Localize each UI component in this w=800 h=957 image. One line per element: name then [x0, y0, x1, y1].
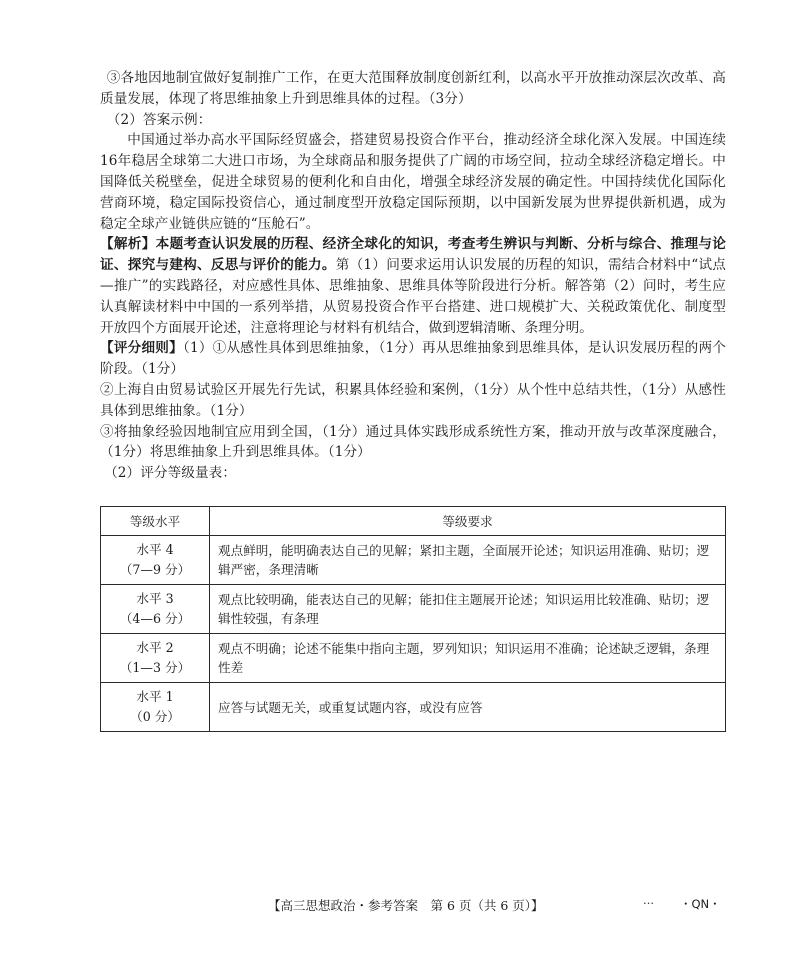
answer-content [100, 68, 726, 484]
footer-code: ・QN・ [680, 897, 721, 911]
level-score: （0 分） [130, 709, 180, 724]
level-cell [101, 683, 210, 732]
footer-mark: … [643, 894, 654, 907]
level-name: 水平 4 [136, 542, 174, 557]
level-cell [101, 634, 210, 683]
scoring-line-3: ③将抽象经验因地制宜应用到全国，（1分）通过具体实践形成系统性方案，推动开放与改革深度融合，（1分）将思维抽象上升到思维具体。（1分） [100, 423, 726, 461]
answer-example-heading: （2）答案示例： [106, 111, 212, 128]
table-header-row [101, 507, 726, 536]
level-cell [101, 585, 210, 634]
requirement-cell: 观点比较明确，能表达自己的见解；能扣住主题展开论述；知识运用比较准确、贴切；逻辑性较强，有条理 [210, 585, 726, 634]
answer-example-text: 中国通过举办高水平国际经贸盛会，搭建贸易投资合作平台，推动经济全球化深入发展。中国连续16年稳居全球第二大进口市场，为全球商品和服务提供了广阔的市场空间，拉动全球经济稳定增长。中国降低关税壁垒，促进全球贸易的便利化和自由化，增强全球经济发展的确定性。中国持续优化国际化营商环境，稳定国际投资信心，通过制度型开放稳定国际预期，以中国新发展为世界提供新机遇，成为稳定全球产业链供应链的“压舱石”。 [100, 132, 726, 232]
footer-page-info: 【高三思想政治・参考答案 第 6 页（共 6 页）】 [268, 898, 544, 913]
scoring-tag: 【评分细则】 [100, 340, 183, 357]
scoring-table-heading: （2）评分等级量表： [104, 465, 237, 482]
requirement-cell: 观点鲜明，能明确表达自己的见解；紧扣主题，全面展开论述；知识运用准确、贴切；逻辑严密，条理清晰 [210, 536, 726, 585]
requirement-cell: 观点不明确；论述不能集中指向主题，罗列知识；知识运用不准确；论述缺乏逻辑，条理性差 [210, 634, 726, 683]
scoring-line-1: （1）①从感性具体到思维抽象，（1分）再从思维抽象到思维具体，是认识发展历程的两个阶段。（1分） [100, 340, 726, 378]
table-row [101, 683, 726, 732]
level-cell [101, 536, 210, 585]
scoring-section [100, 338, 726, 380]
level-score: （1—3 分） [119, 660, 191, 675]
answer-item-3: ③各地因地制宜做好复制推广工作，在更大范围释放制度创新红利，以高水平开放推动深层次改革、高质量发展，体现了将思维抽象上升到思维具体的过程。（3分） [100, 70, 726, 107]
analysis-section [100, 234, 726, 338]
level-score: （7—9 分） [119, 562, 191, 577]
header-requirement: 等级要求 [210, 507, 726, 536]
level-name: 水平 3 [136, 591, 174, 606]
level-name: 水平 1 [136, 689, 174, 704]
level-score: （4—6 分） [119, 611, 191, 626]
analysis-tag: 【解析】 [100, 236, 156, 253]
scoring-line-2: ②上海自由贸易试验区开展先行先试，积累具体经验和案例，（1分）从个性中总结共性，（1分）从感性具体到思维抽象。（1分） [100, 381, 726, 419]
level-name: 水平 2 [136, 640, 174, 655]
requirement-cell: 应答与试题无关，或重复试题内容，或没有应答 [210, 683, 726, 732]
grading-scale-table [100, 506, 726, 732]
table-row [101, 536, 726, 585]
analysis-bold-text: 本题考查认识发展的历程、经济全球化的知识，考查考生辨识与判断、分析与综合、推理与论证、探究与建构、反思与评价的能力。 [100, 236, 726, 274]
header-level: 等级水平 [101, 507, 210, 536]
table-row [101, 634, 726, 683]
table-row [101, 585, 726, 634]
analysis-text: 第（1）问要求运用认识发展的历程的知识，需结合材料中“试点—推广”的实践路径，对应感性具体、思维抽象、思维具体等阶段进行分析。解答第（2）问时，考生应认真解读材料中中国的一系列举措，从贸易投资合作平台搭建、进口规模扩大、关税政策优化、制度型开放四个方面展开论述，注意将理论与材料有机结合，做到逻辑清晰、条理分明。 [100, 257, 727, 336]
